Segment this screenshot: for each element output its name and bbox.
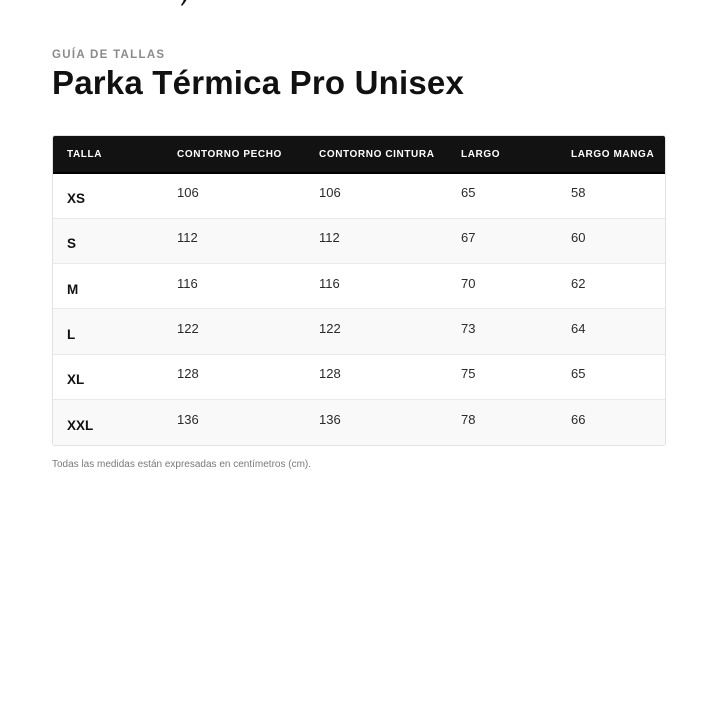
chest-cell: 116 bbox=[163, 264, 305, 309]
size-table-container bbox=[52, 135, 666, 446]
chest-cell: 106 bbox=[177, 185, 199, 201]
table-row bbox=[53, 309, 666, 354]
waist-cell: 122 bbox=[305, 309, 447, 354]
waist-cell: 106 bbox=[319, 185, 341, 201]
sleeve-length-cell: 58 bbox=[571, 185, 586, 201]
size-cell: XXL bbox=[53, 399, 163, 444]
waist-cell: 128 bbox=[305, 354, 447, 399]
table-row bbox=[53, 264, 666, 309]
column-header-contorno-cintura: CONTORNO CINTURA bbox=[305, 136, 447, 173]
sleeve-length-cell: 62 bbox=[557, 264, 666, 309]
chest-cell: 128 bbox=[163, 354, 305, 399]
length-cell: 70 bbox=[447, 264, 557, 309]
sleeve-length-cell: 66 bbox=[557, 399, 666, 444]
size-cell: S bbox=[53, 218, 163, 263]
header-row bbox=[53, 136, 666, 173]
chest-cell: 112 bbox=[163, 218, 305, 263]
length-cell: 78 bbox=[447, 399, 557, 444]
page-title: Parka Térmica Pro Unisex bbox=[52, 64, 465, 101]
size-cell: M bbox=[53, 264, 163, 309]
table-row bbox=[53, 354, 666, 399]
length-cell: 75 bbox=[447, 354, 557, 399]
measurement-note: Todas las medidas están expresadas en centímetros (cm). bbox=[52, 459, 312, 470]
waist-cell: 136 bbox=[305, 399, 447, 444]
section-eyebrow: GUÍA DE TALLAS bbox=[52, 49, 166, 61]
length-cell: 65 bbox=[461, 185, 476, 201]
size-cell: XS bbox=[67, 191, 86, 207]
chest-cell: 136 bbox=[163, 399, 305, 444]
size-cell: L bbox=[53, 309, 163, 354]
table-row bbox=[53, 218, 666, 263]
size-table-header bbox=[53, 136, 666, 173]
length-cell: 67 bbox=[447, 218, 557, 263]
column-header-largo-manga: LARGO MANGA bbox=[557, 136, 666, 173]
length-cell: 73 bbox=[447, 309, 557, 354]
column-header-largo: LARGO bbox=[447, 136, 557, 173]
sleeve-length-cell: 60 bbox=[557, 218, 666, 263]
sleeve-length-cell: 64 bbox=[557, 309, 666, 354]
chest-cell: 122 bbox=[163, 309, 305, 354]
size-table-body bbox=[53, 173, 666, 445]
sleeve-length-cell: 65 bbox=[557, 354, 666, 399]
waist-cell: 116 bbox=[305, 264, 447, 309]
column-header-contorno-pecho: CONTORNO PECHO bbox=[163, 136, 305, 173]
size-cell: XL bbox=[53, 354, 163, 399]
waist-cell: 112 bbox=[305, 218, 447, 263]
column-header-talla: TALLA bbox=[53, 136, 163, 173]
brand-logo-icon bbox=[178, 0, 192, 6]
table-row bbox=[53, 173, 666, 218]
size-table bbox=[53, 136, 666, 445]
table-row bbox=[53, 399, 666, 444]
